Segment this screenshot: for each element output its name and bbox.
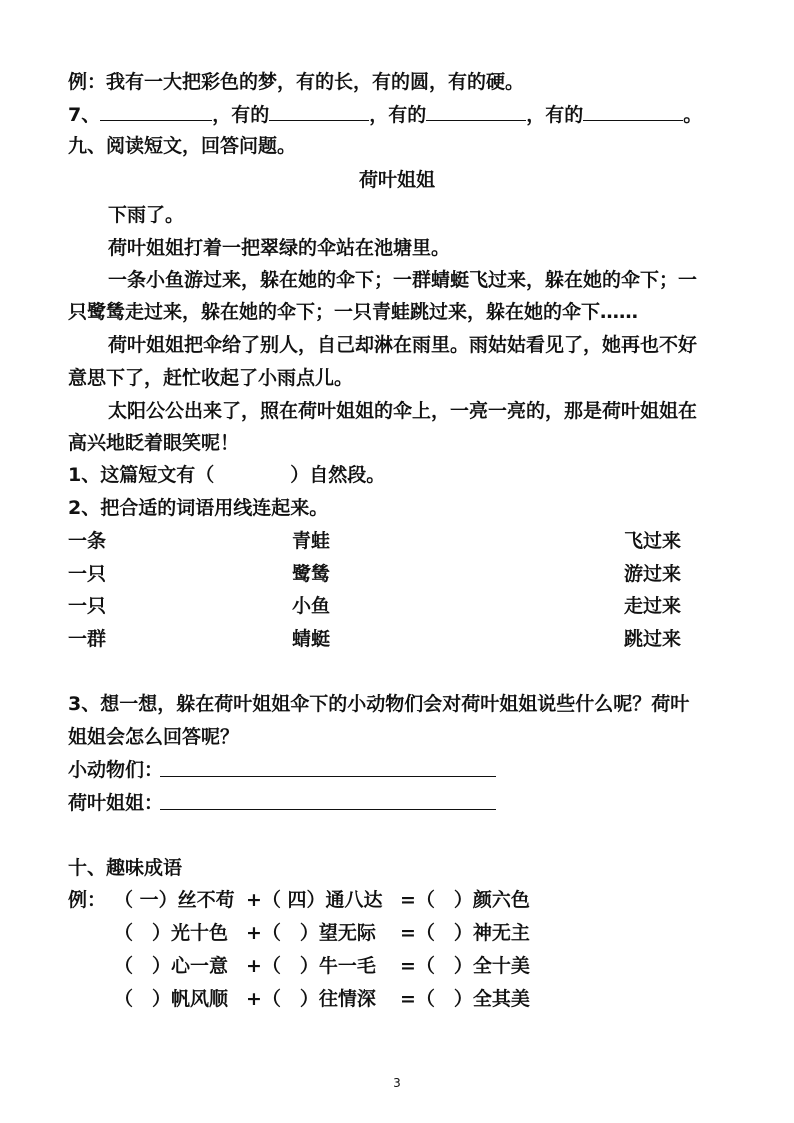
story-paragraph: 荷叶姐姐把伞给了别人，自己却淋在雨里。雨姑姑看见了，她再也不好 <box>108 334 698 356</box>
idiom-term-a[interactable]: （ ）心一意 <box>114 955 229 977</box>
answer-label-animals: 小动物们： <box>68 759 164 781</box>
idiom-term-b: +（ 四）通八达 <box>246 889 383 911</box>
answer-line-animals[interactable] <box>160 776 496 777</box>
idiom-term-b[interactable]: +（ ）往情深 <box>246 988 376 1010</box>
match-middle-item[interactable]: 蜻蜓 <box>292 628 331 650</box>
question-7-number: 7、 <box>68 104 101 126</box>
story-paragraph: 太阳公公出来了，照在荷叶姐姐的伞上，一亮一亮的，那是荷叶姐姐在 <box>108 400 698 422</box>
section-10-heading: 十、趣味成语 <box>68 857 183 879</box>
question-2: 2、把合适的词语用线连起来。 <box>68 497 329 519</box>
answer-blank-4[interactable] <box>583 102 683 121</box>
story-paragraph: 一条小鱼游过来，躲在她的伞下；一群蜻蜓飞过来，躲在她的伞下；一 <box>108 269 698 291</box>
story-paragraph-continued: 只鹭鸶走过来，躲在她的伞下；一只青蛙跳过来，躲在她的伞下…… <box>68 301 639 323</box>
match-right-item[interactable]: 游过来 <box>624 563 682 585</box>
question-7-separator: ，有的 <box>526 104 584 126</box>
idiom-term-a[interactable]: （ ）帆风顺 <box>114 988 229 1010</box>
answer-label-lotus: 荷叶姐姐： <box>68 792 164 814</box>
match-left-item[interactable]: 一群 <box>68 628 107 650</box>
match-left-item[interactable]: 一条 <box>68 530 107 552</box>
question-7-separator: ，有的 <box>212 104 270 126</box>
answer-blank-3[interactable] <box>426 102 526 121</box>
question-3-line-1: 3、想一想，躲在荷叶姐姐伞下的小动物们会对荷叶姐姐说些什么呢？荷叶 <box>68 693 690 715</box>
idiom-term-c[interactable]: =（ ）全其美 <box>400 988 530 1010</box>
match-right-item[interactable]: 飞过来 <box>624 530 682 552</box>
idiom-term-a: （ 一）丝不苟 <box>114 889 235 911</box>
idiom-example-label: 例： <box>68 889 107 911</box>
idiom-term-a[interactable]: （ ）光十色 <box>114 922 229 944</box>
story-title: 荷叶姐姐 <box>358 169 435 191</box>
story-paragraph-continued: 意思下了，赶忙收起了小雨点儿。 <box>68 367 354 389</box>
example-sentence: 例：我有一大把彩色的梦，有的长，有的圆，有的硬。 <box>68 71 525 93</box>
section-9-heading: 九、阅读短文，回答问题。 <box>68 135 297 157</box>
answer-blank-1[interactable] <box>100 102 212 121</box>
answer-blank-2[interactable] <box>269 102 369 121</box>
page-number: 3 <box>393 1076 401 1090</box>
question-1: 1、这篇短文有（ ）自然段。 <box>68 464 386 486</box>
idiom-term-c[interactable]: =（ ）神无主 <box>400 922 530 944</box>
story-paragraph: 荷叶姐姐打着一把翠绿的伞站在池塘里。 <box>108 237 451 259</box>
match-right-item[interactable]: 跳过来 <box>624 628 682 650</box>
question-7-separator: ，有的 <box>369 104 427 126</box>
idiom-term-c: =（ ）颜六色 <box>400 889 530 911</box>
match-middle-item[interactable]: 青蛙 <box>292 530 331 552</box>
idiom-term-c[interactable]: =（ ）全十美 <box>400 955 530 977</box>
match-right-item[interactable]: 走过来 <box>624 595 682 617</box>
idiom-term-b[interactable]: +（ ）望无际 <box>246 922 376 944</box>
match-left-item[interactable]: 一只 <box>68 563 107 585</box>
match-left-item[interactable]: 一只 <box>68 595 107 617</box>
question-3-line-2: 姐姐会怎么回答呢？ <box>68 726 240 748</box>
story-paragraph-continued: 高兴地眨着眼笑呢！ <box>68 432 240 454</box>
question-7 <box>68 102 702 127</box>
idiom-term-b[interactable]: +（ ）牛一毛 <box>246 955 376 977</box>
answer-line-lotus[interactable] <box>160 809 496 810</box>
question-7-end: 。 <box>683 104 703 126</box>
match-middle-item[interactable]: 鹭鸶 <box>292 563 331 585</box>
match-middle-item[interactable]: 小鱼 <box>292 595 331 617</box>
story-paragraph: 下雨了。 <box>108 204 185 226</box>
